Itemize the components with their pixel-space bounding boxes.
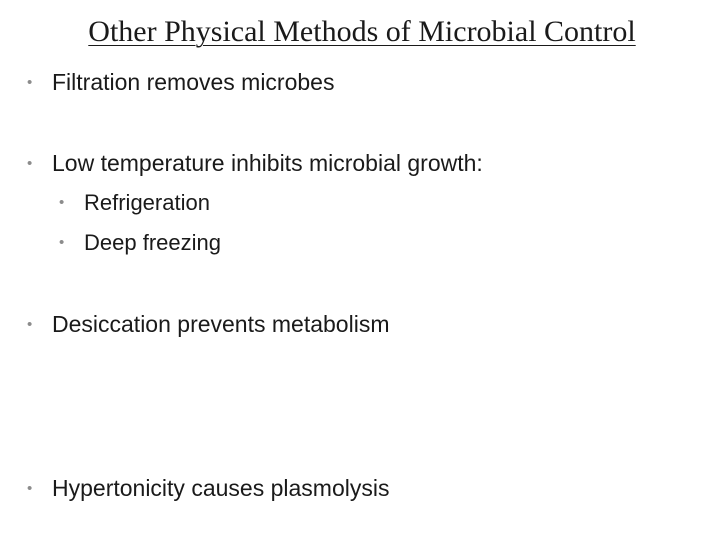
sub-bullet-item-deep-freezing (59, 230, 221, 256)
bullet-text: Desiccation prevents metabolism (52, 311, 390, 337)
bullet-item-desiccation (27, 310, 389, 339)
bullet-text: Hypertonicity causes plasmolysis (52, 475, 390, 501)
bullet-marker-icon: • (59, 234, 65, 251)
sub-bullet-text: Refrigeration (84, 190, 210, 215)
sub-bullet-item-refrigeration (59, 190, 210, 216)
bullet-marker-icon: • (27, 155, 33, 172)
bullet-marker-icon: • (27, 480, 33, 497)
bullet-item-filtration (27, 68, 334, 97)
bullet-text: Filtration removes microbes (52, 69, 335, 95)
bullet-marker-icon: • (27, 74, 33, 91)
bullet-item-low-temperature (27, 149, 483, 178)
bullet-text: Low temperature inhibits microbial growth: (52, 150, 483, 176)
bullet-marker-icon: • (27, 316, 33, 333)
sub-bullet-text: Deep freezing (84, 230, 221, 255)
bullet-item-hypertonicity (27, 474, 389, 503)
slide-title: Other Physical Methods of Microbial Control (88, 15, 636, 48)
bullet-marker-icon: • (59, 194, 65, 211)
